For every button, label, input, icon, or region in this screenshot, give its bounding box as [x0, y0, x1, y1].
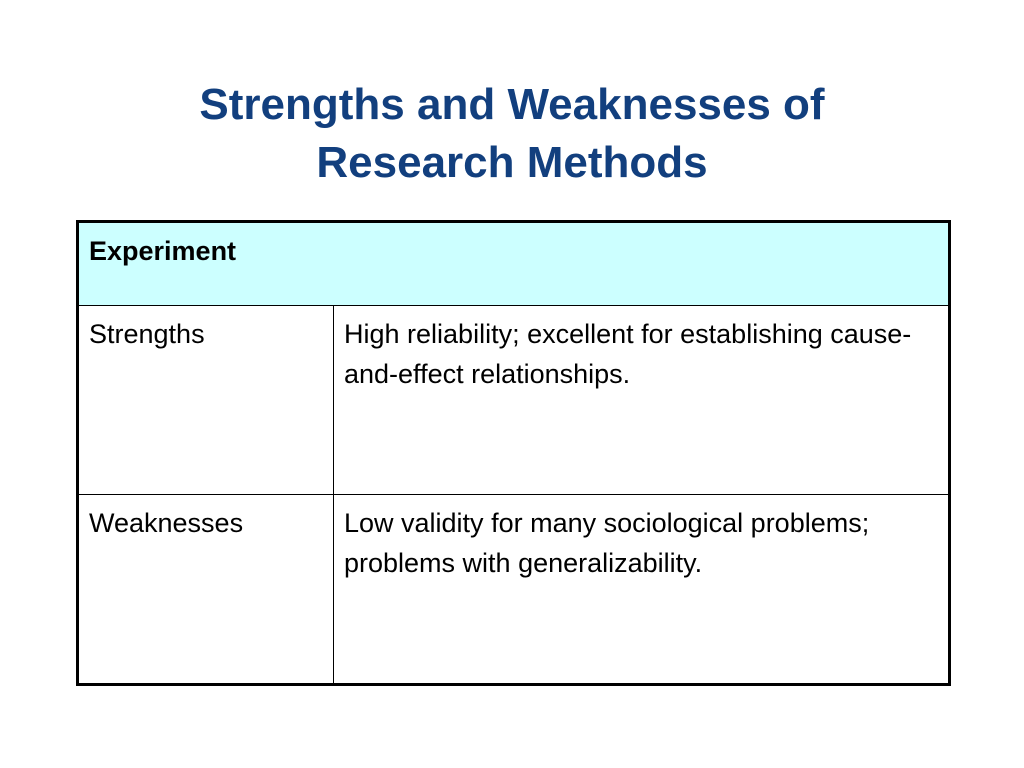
table-row	[78, 306, 950, 495]
row-text-weaknesses: Low validity for many sociological problems; problems with generalizability.	[334, 495, 950, 685]
methods-table	[76, 220, 951, 686]
table-row	[78, 495, 950, 685]
title-line-1: Strengths and Weaknesses of	[199, 80, 825, 129]
title-line-2: Research Methods	[316, 138, 708, 187]
table-header-experiment: Experiment	[78, 222, 950, 306]
page-title	[0, 76, 1024, 192]
row-label-strengths: Strengths	[78, 306, 334, 495]
row-text-strengths: High reliability; excellent for establishing cause-and-effect relationships.	[334, 306, 950, 495]
table-header-row	[78, 222, 950, 306]
row-label-weaknesses: Weaknesses	[78, 495, 334, 685]
